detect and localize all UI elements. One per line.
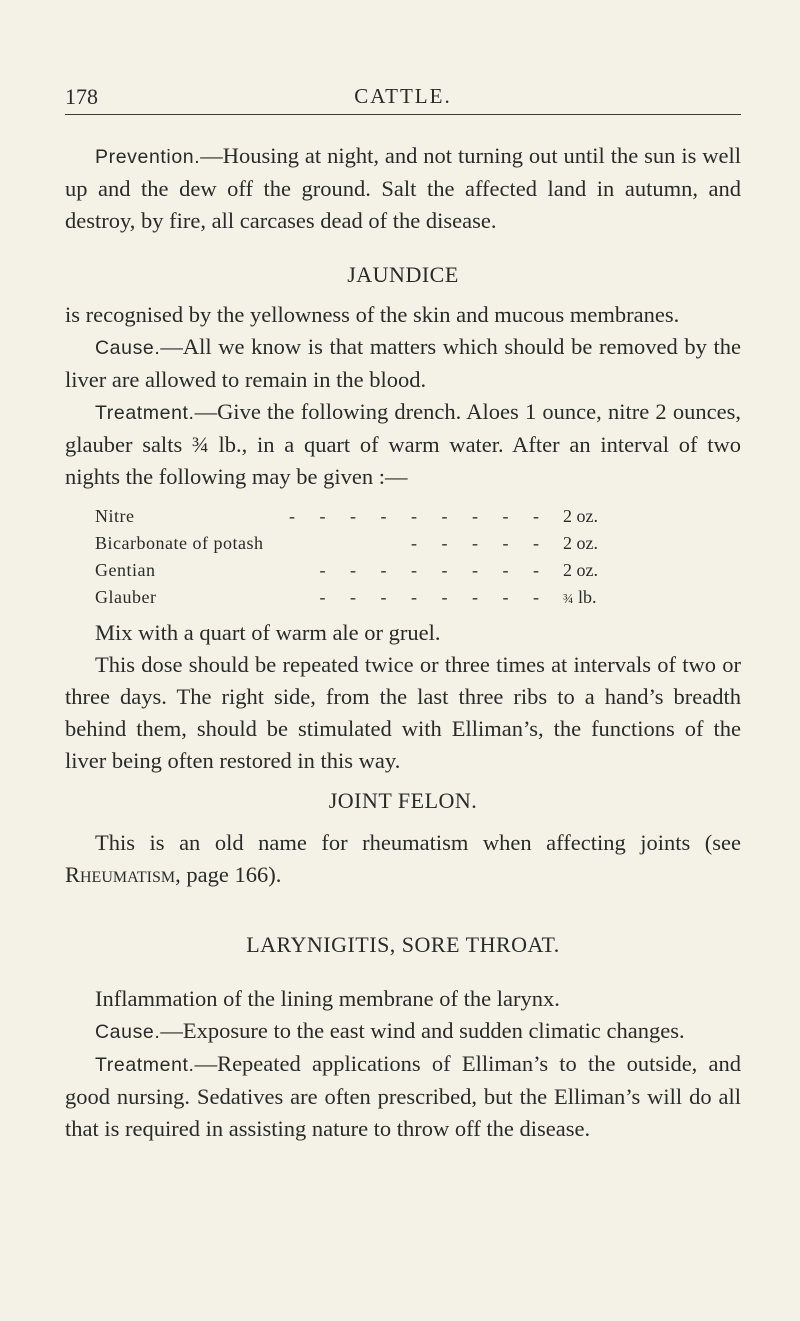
joint-felon-text-before: This is an old name for rheumatism when affecting joints (see (95, 830, 741, 855)
laryngitis-treatment-text: —Repeated applications of Elliman’s to the outside, and good nursing. Sedatives are often prescribed, but the Elliman’s will do all that is required in assisting nature to throw off the disease. (65, 1051, 741, 1141)
jaundice-mix: Mix with a quart of warm ale or gruel. (95, 620, 441, 645)
recipe-quantity: 2 oz. (563, 533, 598, 553)
recipe-quantity: 2 oz. (563, 560, 598, 580)
jaundice-heading: JAUNDICE (347, 262, 459, 287)
header-rule (65, 114, 741, 115)
book-page (65, 0, 741, 1145)
recipe-quantity: 2 oz. (563, 506, 598, 526)
recipe-ingredient: Gentian (95, 560, 156, 580)
page-body (65, 140, 741, 1145)
recipe-row (95, 503, 625, 530)
jaundice-cause-lead: Cause. (95, 337, 161, 359)
recipe-list (95, 503, 625, 613)
laryngitis-treatment (65, 1048, 741, 1145)
recipe-leader: - - - - - - - - - (289, 506, 549, 526)
laryngitis-intro: Inflammation of the lining membrane of the larynx. (95, 986, 560, 1011)
recipe-quantity (563, 584, 625, 613)
jaundice-intro: is recognised by the yellowness of the skin and mucous membranes. (65, 302, 680, 327)
jaundice-cause-text: —All we know is that matters which should be removed by the liver are allowed to remain in the blood. (65, 334, 741, 392)
page-header (65, 0, 741, 116)
running-title: CATTLE. (354, 84, 452, 108)
recipe-row (95, 557, 625, 584)
joint-felon-text-after: , page 166). (175, 862, 282, 887)
prevention-text: —Housing at night, and not turning out until the sun is well up and the dew off the ground. Salt the affected land in autumn, and destroy, by fire, all carcases dead of the disease. (65, 143, 741, 233)
recipe-ingredient: Glauber (95, 587, 157, 607)
recipe-quantity-unit: lb. (573, 587, 597, 607)
laryngitis-cause (65, 1015, 741, 1048)
jaundice-treatment-text: —Give the following drench. Aloes 1 ounce, nitre 2 ounces, glauber salts ¾ lb., in a quart of warm water. After an interval of two nights the following may be given :— (65, 399, 741, 489)
recipe-row (95, 584, 625, 613)
prevention-lead: Prevention. (95, 146, 201, 168)
prevention-paragraph (65, 140, 741, 237)
jaundice-dose: This dose should be repeated twice or three times at intervals of two or three days. The right side, from the last three ribs to a hand’s breadth behind them, should be stimulated with Elliman’s, the functions of the liver being often restored in this way. (65, 652, 741, 773)
laryngitis-treatment-lead: Treatment. (95, 1054, 195, 1076)
rheumatism-reference: Rheumatism (65, 862, 176, 887)
recipe-row (95, 530, 625, 557)
joint-felon-text (65, 827, 741, 891)
recipe-leader: - - - - - (411, 533, 549, 553)
recipe-leader: - - - - - - - - (319, 560, 549, 580)
laryngitis-cause-lead: Cause. (95, 1021, 161, 1043)
joint-felon-heading: JOINT FELON. (328, 788, 478, 813)
recipe-leader: - - - - - - - - (319, 587, 549, 607)
laryngitis-heading: LARYNIGITIS, SORE THROAT. (246, 932, 560, 957)
recipe-ingredient: Nitre (95, 506, 135, 526)
recipe-ingredient: Bicarbonate of potash (95, 533, 264, 553)
jaundice-treatment-lead: Treatment. (95, 402, 195, 424)
page-number: 178 (65, 84, 98, 109)
laryngitis-cause-text: —Exposure to the east wind and sudden climatic changes. (160, 1018, 685, 1043)
recipe-quantity-fraction: ¾ (563, 592, 574, 607)
jaundice-cause (65, 331, 741, 396)
jaundice-treatment (65, 396, 741, 493)
